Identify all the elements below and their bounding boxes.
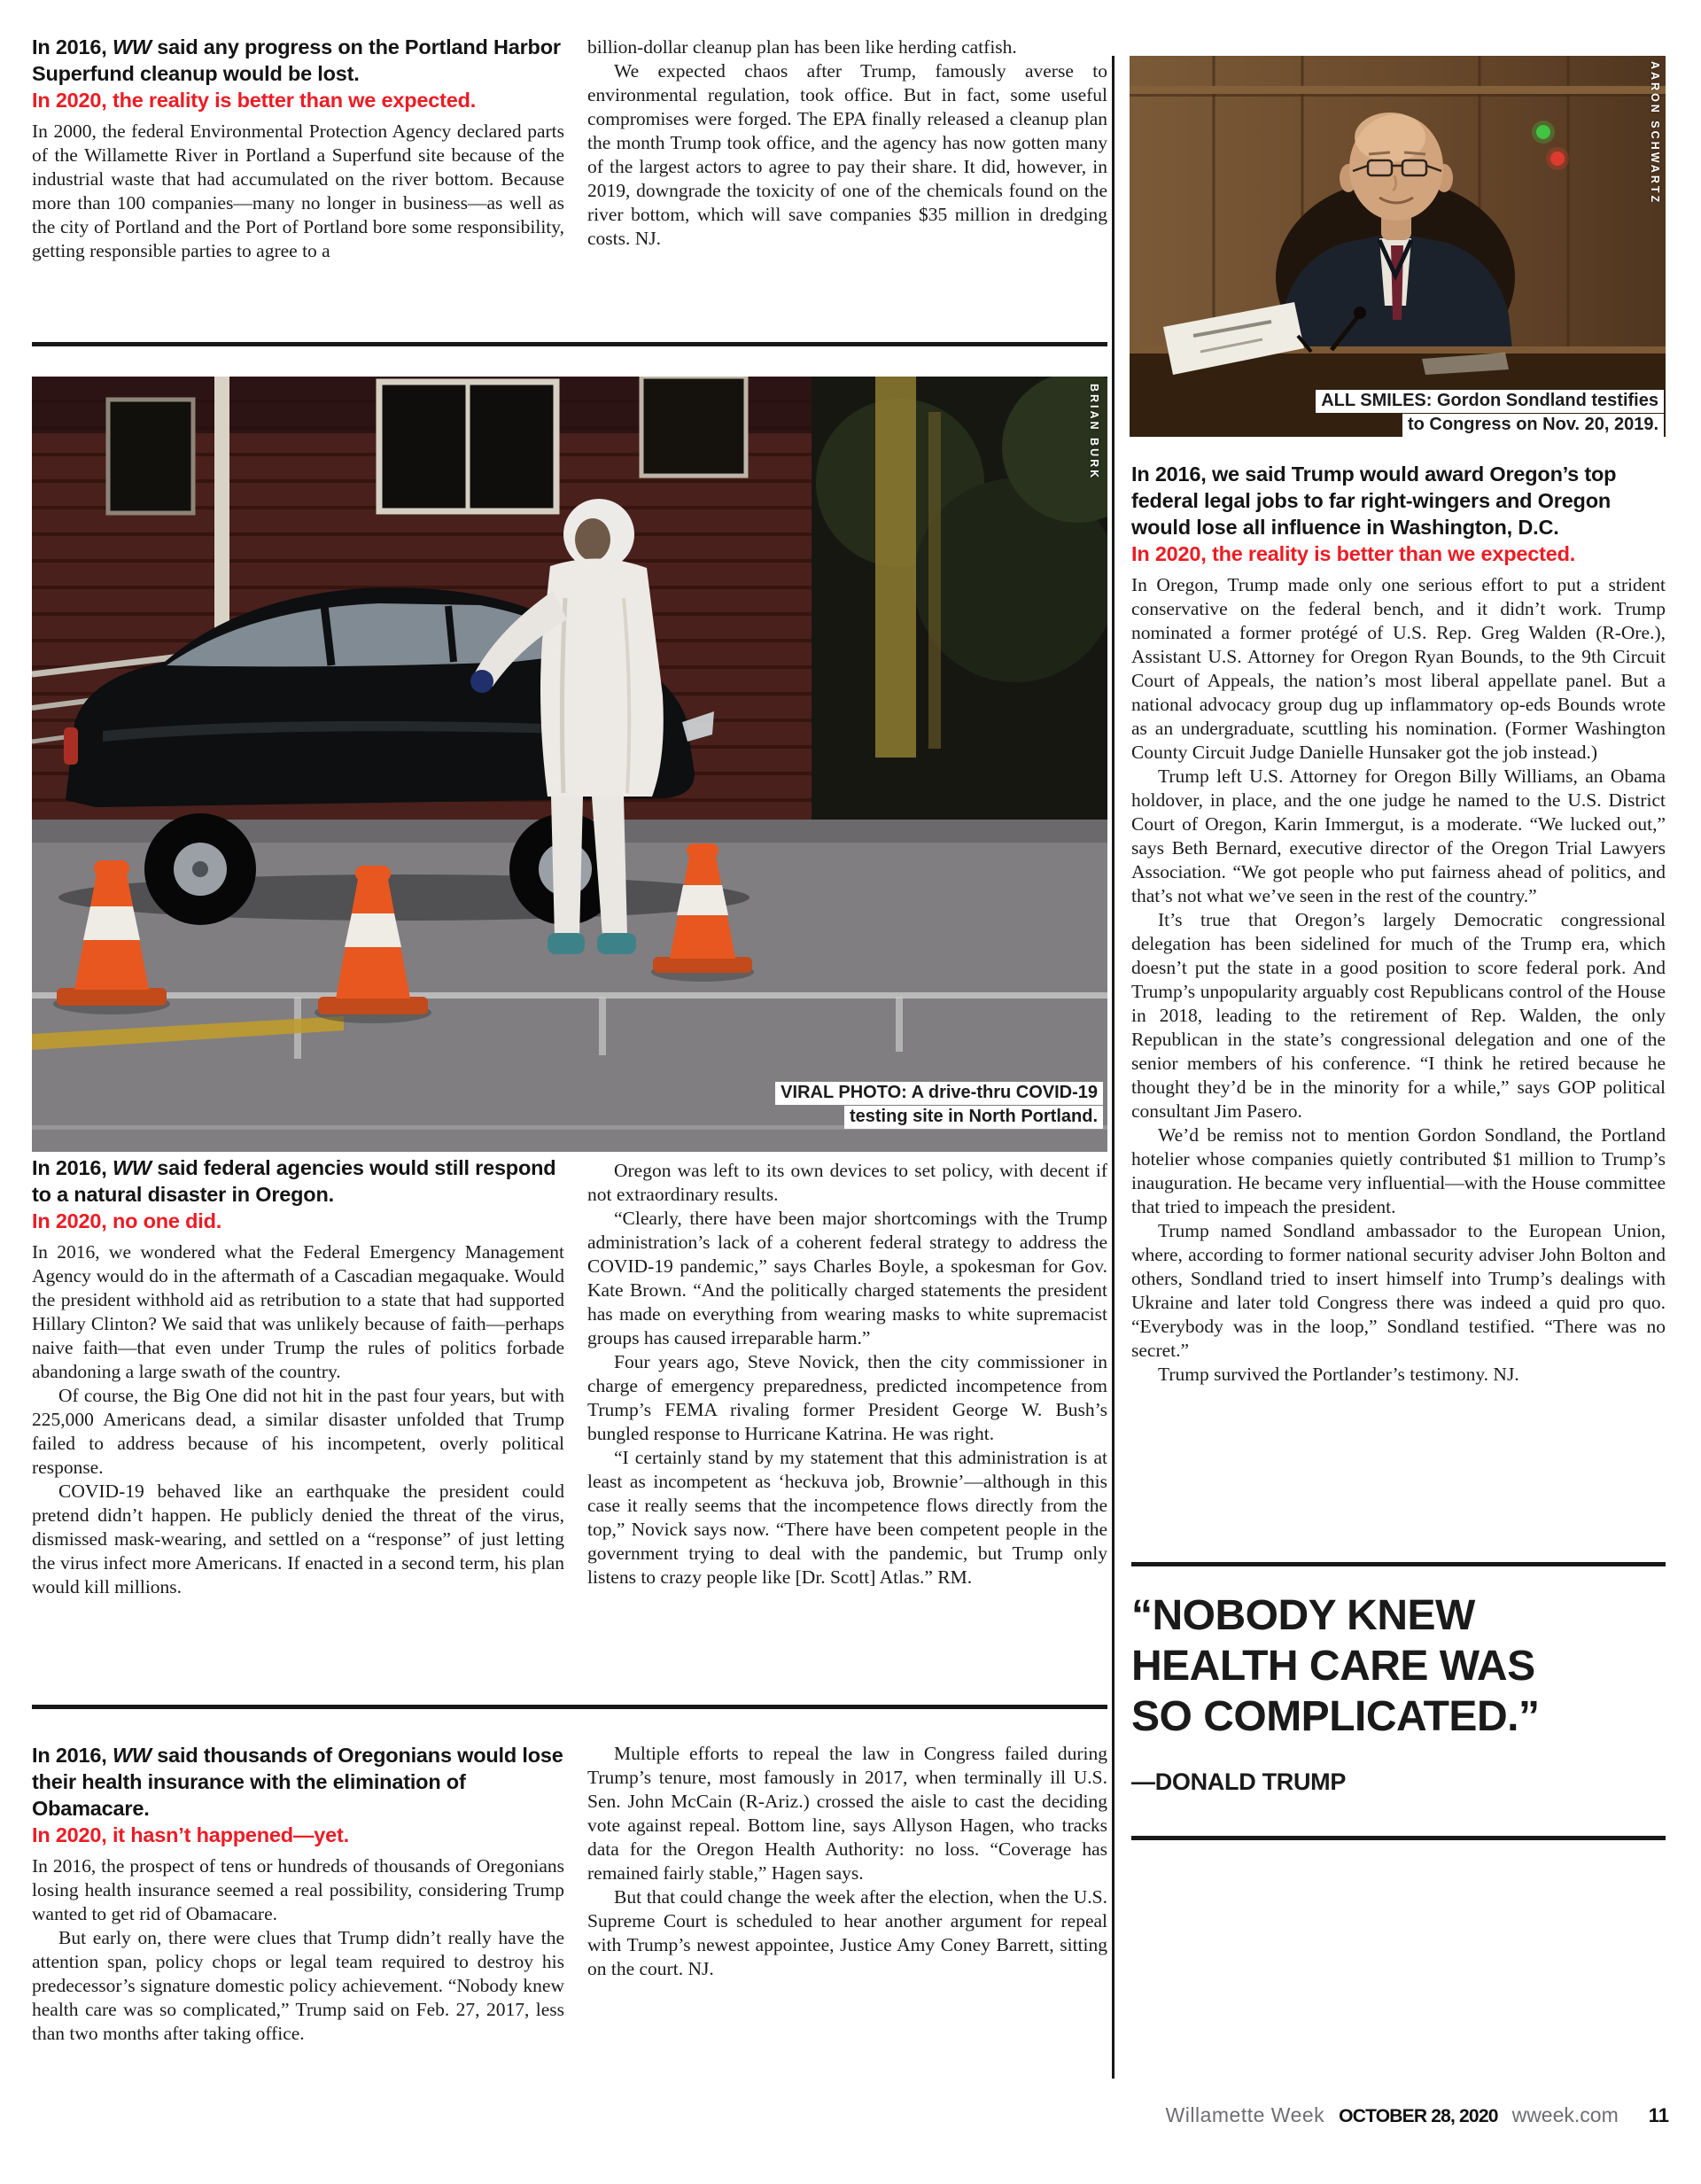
section-body <box>587 35 1107 251</box>
paragraph: In 2016, the prospect of tens or hundreds of thousands of Oregonians losing health insurance seemed a real possibility, considering Trump wanted to get rid of Obamacare. <box>32 1855 564 1924</box>
quote-top-rule <box>1131 1562 1666 1566</box>
section-headline <box>32 34 564 87</box>
paragraph: “I certainly stand by my statement that this administration is at least as incompetent as ‘heckuva job, Brownie’—although in this case it really seems that the incompetence flows directly from the top,” Novick says now. “There have been competent people in the government trying to deal with the pandemic, but Trump only listens to crazy people like [Dr. Scott] Atlas.” RM. <box>587 1447 1107 1588</box>
section-subhead-red: In 2020, it hasn’t happened—yet. <box>32 1823 349 1846</box>
pull-quote-line: SO COMPLICATED.” <box>1131 1693 1540 1740</box>
paragraph: COVID-19 behaved like an earthquake the president could pretend didn’t happen. He publicly denied the threat of the virus, dismissed mask-wearing, and settled on a “response” of just letting the virus infect more Americans. If enacted in a second term, his plan would kill millions. <box>32 1481 564 1597</box>
headline-text: said thousands of Oregonians would lose their health insurance with the elimination of Obamacare. <box>32 1744 563 1820</box>
paragraph: Trump named Sondland ambassador to the European Union, where, according to former national security adviser John Bolton and others, Sondland tried to insert himself into Trump’s dealings with Ukraine and later told Congress there was indeed a quid pro quo. “Everybody was in the loop,” Sondland testified. “There was no secret.” <box>1131 1220 1666 1361</box>
paragraph: In Oregon, Trump made only one serious effort to put a strident conservative on the federal bench, and it didn’t work. Trump nominated a former protégé of U.S. Rep. Greg Walden (R-Ore.), Assistant U.S. Attorney for Oregon Ryan Bounds, to the 9th Circuit Court of Appeals, the nation’s most liberal appellate panel. But a national advocacy group dug up inflammatory op-eds Bounds wrote as an undergraduate, scuttling his nomination. (Former Washington County Circuit Judge Danielle Hunsaker got the job instead.) <box>1131 574 1666 763</box>
section-headline <box>32 1154 564 1208</box>
sondland-photo-illustration <box>1130 56 1666 437</box>
paragraph: But that could change the week after the election, when the U.S. Supreme Court is scheduled to hear another argument for repeal with Trump’s newest appointee, Justice Amy Coney Barrett, sitting on the court. NJ. <box>587 1886 1107 1979</box>
section-subhead-red: In 2020, no one did. <box>32 1209 222 1232</box>
page-footer <box>1166 2103 1669 2127</box>
pull-quote-attribution: —DONALD TRUMP <box>1131 1768 1347 1795</box>
section-body <box>587 1742 1107 1981</box>
headline-text: In 2016, <box>32 1744 113 1767</box>
footer-website: wweek.com <box>1511 2103 1619 2126</box>
paragraph: We’d be remiss not to mention Gordon Sondland, the Portland hotelier whose companies quietly contributed $1 million to Trump’s inauguration. He became very influential—with the House committee that tried to impeach the president. <box>1131 1124 1666 1217</box>
pull-quote-line: HEALTH CARE WAS <box>1131 1643 1535 1690</box>
section-obamacare-continued <box>587 1742 1107 1981</box>
paragraph: “Clearly, there have been major shortcomings with the Trump administration’s lack of a coherent federal strategy to address the COVID-19 pandemic,” says Charles Boyle, a spokesman for Gov. Kate Brown. “And the politically charged statements the president has made on everything from wearing masks to white supremacist groups has caused irreparable harm.” <box>587 1208 1107 1348</box>
section-obamacare-left <box>32 1742 564 2046</box>
section-subhead-red: In 2020, the reality is better than we expected. <box>32 89 477 112</box>
headline-text: said any progress on the Portland Harbor Superfund cleanup would be lost. <box>32 35 561 85</box>
caption-line: testing site in North Portland. <box>844 1106 1103 1129</box>
section-subhead-red: In 2020, the reality is better than we expected. <box>1131 542 1576 565</box>
section-divider-rule <box>32 342 1107 346</box>
section-body <box>587 1159 1107 1589</box>
section-federal-jobs-right <box>1131 461 1666 1387</box>
section-superfund-continued <box>587 35 1107 251</box>
paragraph: Trump left U.S. Attorney for Oregon Billy Williams, an Obama holdover, in place, and the one judge he named to the U.S. District Court of Oregon, Karin Immergut, is a moderate. “We lucked out,” says Beth Bernard, executive director of the Oregon Trial Lawyers Association. “We got people who put fairness ahead of politics, and that’s not what we’ve seen in the rest of the country.” <box>1131 766 1666 906</box>
covid-photo-caption <box>775 1081 1103 1129</box>
headline-ww-italic: WW <box>112 35 151 58</box>
paragraph: Of course, the Big One did not hit in the past four years, but with 225,000 Americans dead, a similar disaster unfolded that Trump failed to address because of his incompetent, overly political response. <box>32 1385 564 1478</box>
section-body <box>1131 573 1666 1387</box>
headline-text: said federal agencies would still respond to a natural disaster in Oregon. <box>32 1156 556 1206</box>
headline-ww-italic: WW <box>112 1744 151 1767</box>
caption-line: VIRAL PHOTO: A drive-thru COVID-19 <box>775 1082 1103 1105</box>
section-fema-left <box>32 1154 564 1599</box>
paragraph: Four years ago, Steve Novick, then the city commissioner in charge of emergency preparedness, predicted incompetence from Trump’s FEMA rivaling former President George W. Bush’s bungled response to Hurricane Katrina. He was right. <box>587 1351 1107 1444</box>
sondland-photo-caption <box>1316 389 1664 437</box>
photo-credit-aaron-schwartz: AARON SCHWARTZ <box>1649 61 1661 206</box>
pull-quote <box>1131 1590 1666 1795</box>
paragraph: We expected chaos after Trump, famously averse to environmental regulation, took office. But in fact, some useful compromises were forged. The EPA finally released a cleanup plan the month Trump took office, and the agency has now gotten many of the largest actors to agree to pay their share. It did, however, in 2019, downgrade the toxicity of one of the chemicals found on the river bottom, which will save companies $35 million in dredging costs. NJ. <box>587 60 1107 249</box>
headline-text: In 2016, <box>32 35 113 58</box>
paragraph: billion-dollar cleanup plan has been like herding catfish. <box>587 36 1017 58</box>
footer-date: OCTOBER 28, 2020 <box>1339 2106 1498 2126</box>
section-divider-rule <box>32 1705 1107 1709</box>
caption-line: to Congress on Nov. 20, 2019. <box>1402 414 1664 437</box>
section-body <box>32 1240 564 1599</box>
sondland-photo <box>1130 56 1666 437</box>
headline-text: In 2016, <box>32 1156 113 1179</box>
paragraph: But early on, there were clues that Trump didn’t really have the attention span, policy chops or legal team required to destroy his predecessor’s signature domestic policy achievement. “Nobody knew health care was so complicated,” Trump said on Feb. 27, 2017, less than two months after taking office. <box>32 1927 564 2044</box>
paragraph: Multiple efforts to repeal the law in Congress failed during Trump’s tenure, most famously in 2017, when terminally ill U.S. Sen. John McCain (R-Ariz.) crossed the aisle to cast the deciding vote against repeal. Bottom line, says Allyson Hagen, who tracks data for the Oregon Health Authority: no loss. “Coverage has remained fairly stable,” Hagen says. <box>587 1743 1107 1884</box>
covid-testing-photo <box>32 377 1107 1152</box>
pull-quote-line: “NOBODY KNEW <box>1131 1592 1475 1639</box>
footer-publication: Willamette Week <box>1165 2103 1325 2126</box>
column-divider-rule <box>1112 56 1115 2079</box>
section-headline: In 2016, we said Trump would award Oregon’s top federal legal jobs to far right-wingers and Oregon would lose all influence in Washington, D.C. <box>1131 462 1617 539</box>
section-body <box>32 1854 564 2046</box>
section-fema-continued <box>587 1159 1107 1589</box>
paragraph: It’s true that Oregon’s largely Democratic congressional delegation has been sidelined for much of the Trump era, which doesn’t put the state in a good position to score federal pork. And Trump’s unpopularity arguably cost Republicans control of the House in 2018, leading to the retirement of Rep. Walden, the only Republican in the state’s congressional delegation and one of the senior members of his conference. “I think he retired because he thought they’d be in the minority for a while,” says GOP political consultant Jim Pasero. <box>1131 909 1666 1122</box>
paragraph: In 2016, we wondered what the Federal Emergency Management Agency would do in the aftermath of a Cascadian megaquake. Would the president withhold aid as retribution to a state that had supported Hillary Clinton? We said that was unlikely because of faith—perhaps naive faith—that even under Trump the rules of politics forbade abandoning a large swath of the country. <box>32 1241 564 1382</box>
section-headline <box>32 1742 564 1822</box>
caption-line: ALL SMILES: Gordon Sondland testifies <box>1316 390 1664 413</box>
paragraph: Oregon was left to its own devices to set policy, with decent if not extraordinary results. <box>587 1160 1107 1205</box>
footer-page-number: 11 <box>1648 2104 1669 2126</box>
paragraph: In 2000, the federal Environmental Protection Agency declared parts of the Willamette River in Portland a Superfund site because of the industrial waste that had accumulated on the river bottom. Because more than 100 companies—many no longer in business—as well as the city of Portland and the Port of Portland bore some responsibility, getting responsible parties to agree to a <box>32 120 564 261</box>
headline-ww-italic: WW <box>112 1156 151 1179</box>
paragraph: Trump survived the Portlander’s testimony. NJ. <box>1158 1364 1519 1385</box>
quote-bottom-rule <box>1131 1836 1666 1840</box>
photo-credit-brian-burk: BRIAN BURK <box>1088 384 1100 481</box>
section-body <box>32 120 564 263</box>
section-superfund-left <box>32 34 564 263</box>
covid-photo-illustration <box>32 377 1107 1152</box>
